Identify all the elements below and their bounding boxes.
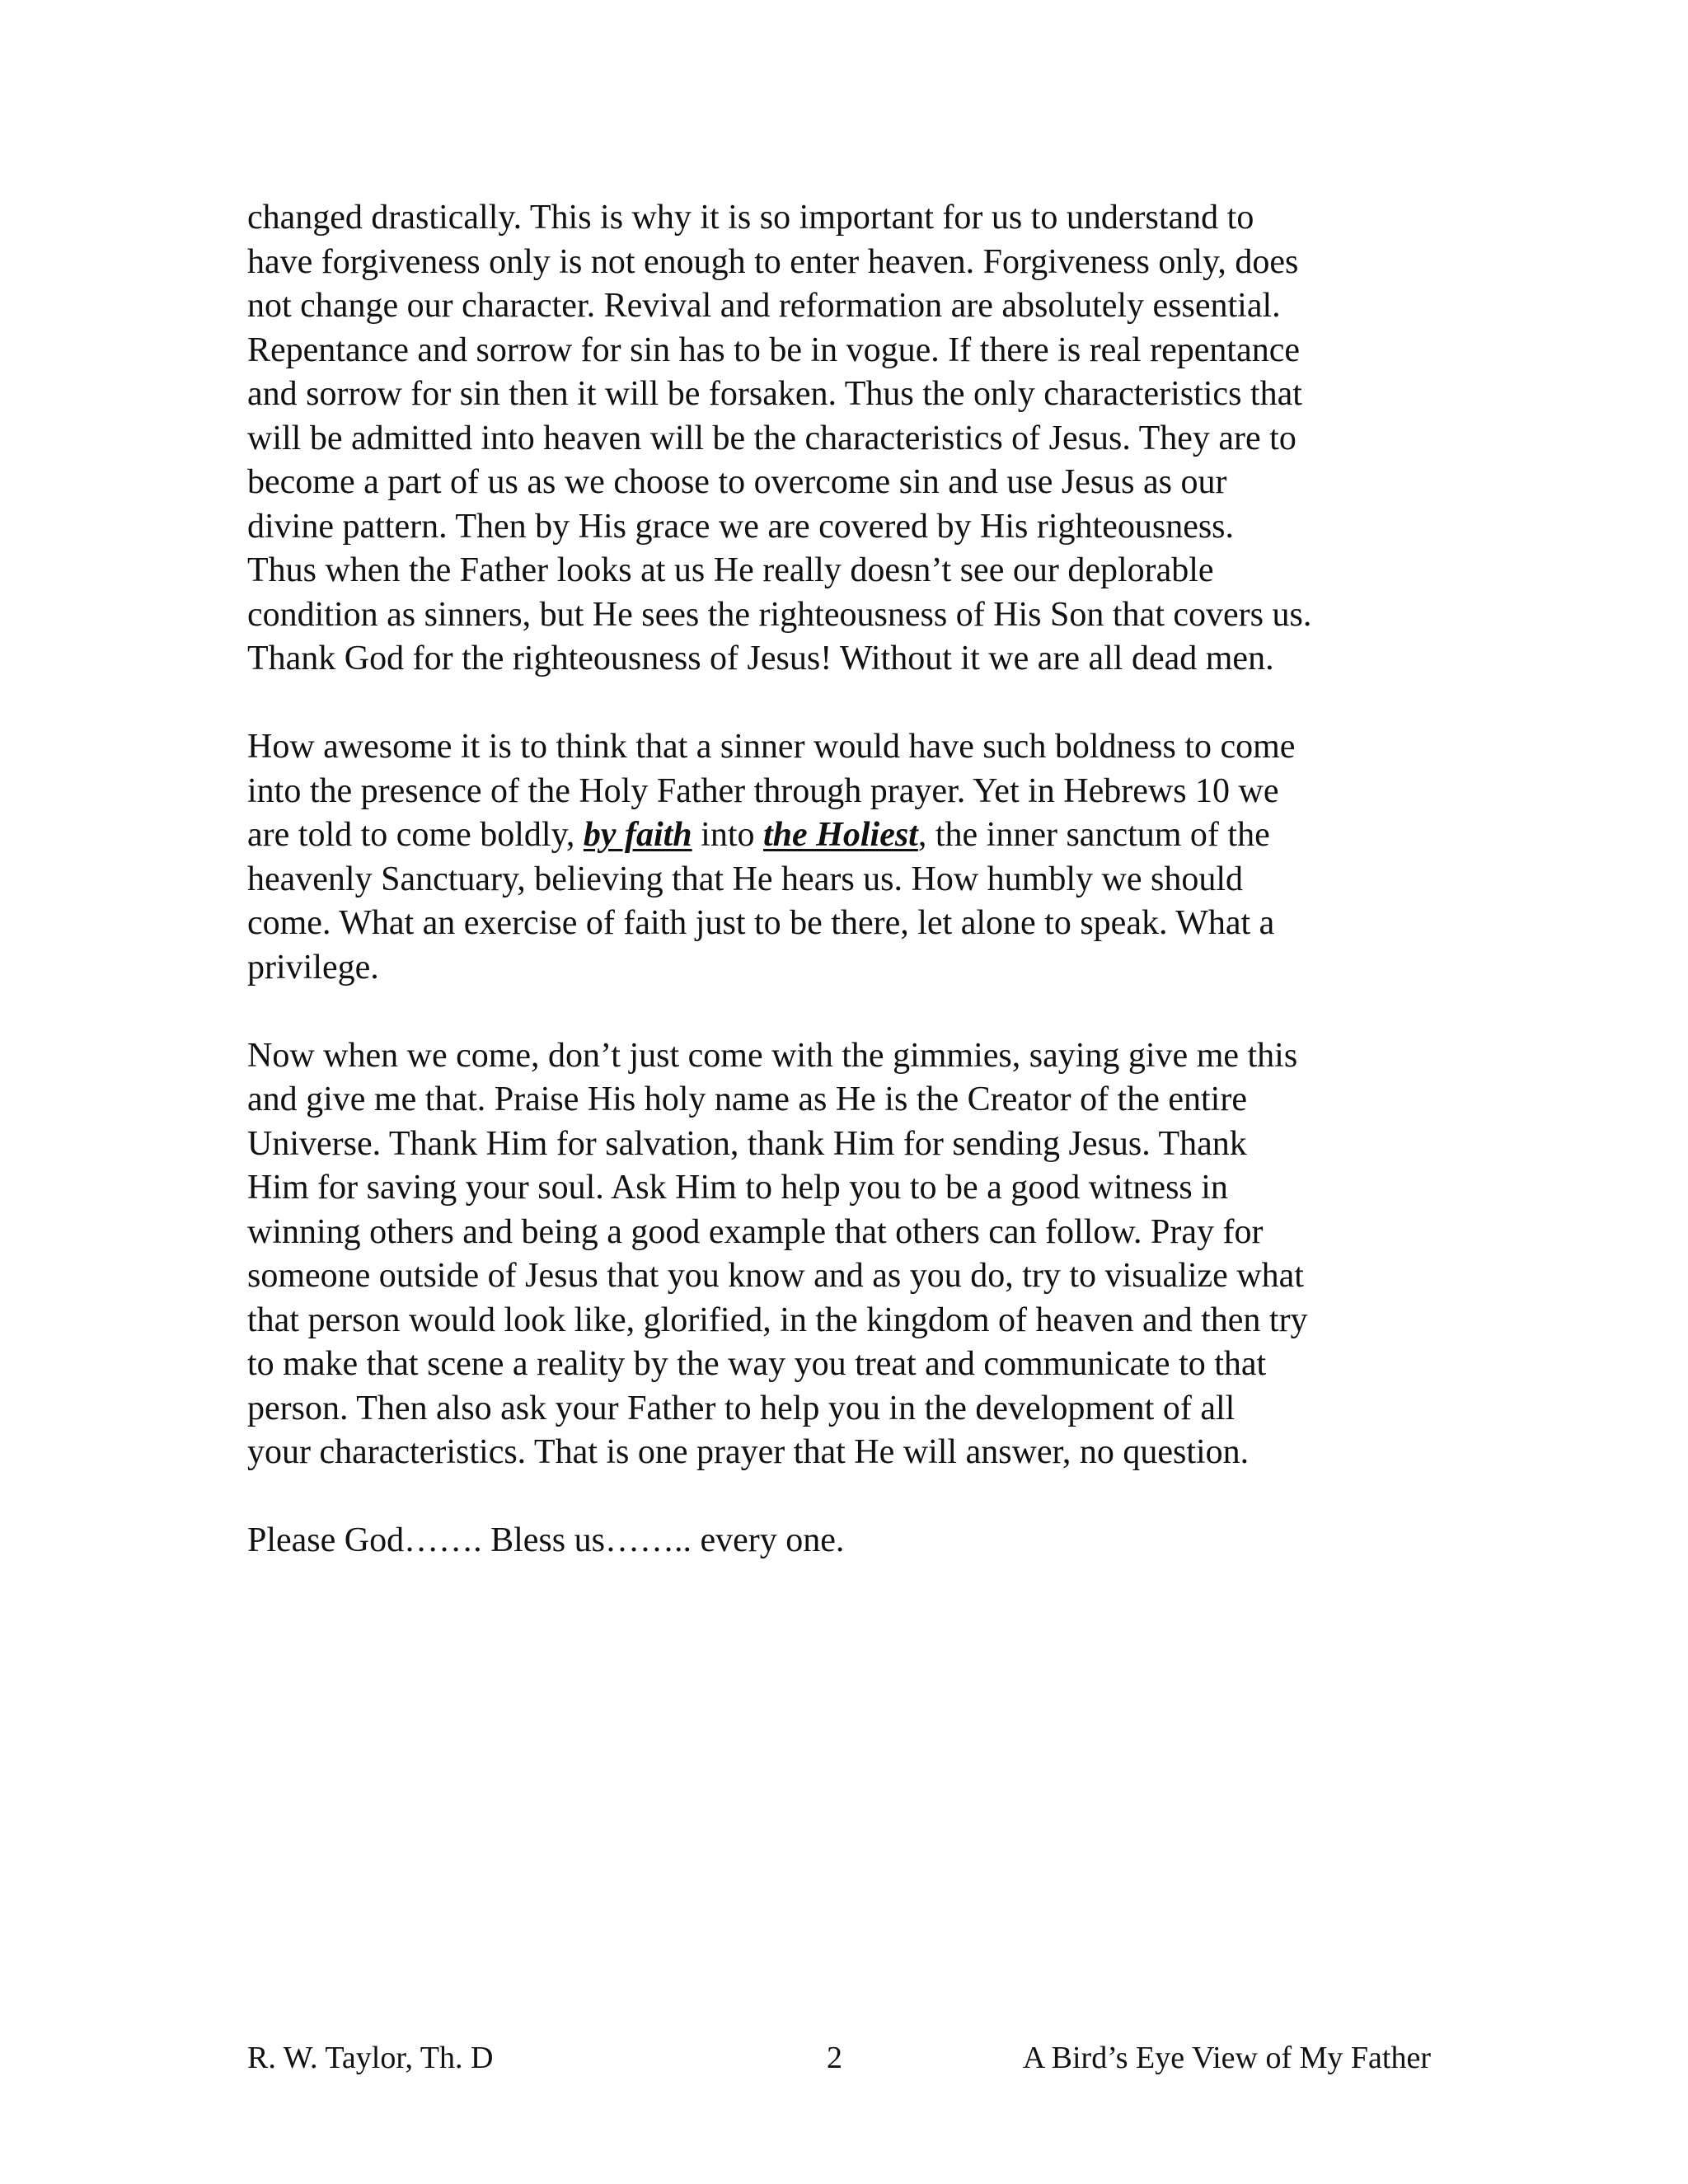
paragraph-line: winning others and being a good example that others can follow. Pray for bbox=[247, 1212, 1264, 1251]
paragraph-line: will be admitted into heaven will be the characteristics of Jesus. They are to bbox=[247, 419, 1296, 457]
footer-page-number: 2 bbox=[827, 2041, 842, 2075]
paragraph-line: come. What an exercise of faith just to be there, let alone to speak. What a bbox=[247, 904, 1275, 942]
page-footer bbox=[247, 2037, 1431, 2079]
footer-author: R. W. Taylor, Th. D bbox=[247, 2041, 494, 2075]
paragraph-3 bbox=[247, 1034, 1442, 1475]
page-body bbox=[247, 196, 1442, 1563]
paragraph-line: privilege. bbox=[247, 948, 379, 987]
paragraph-line-emphasis bbox=[247, 813, 1442, 858]
paragraph-spacer bbox=[247, 1475, 1442, 1520]
closing-line: Please God……. Bless us…….. every one. bbox=[247, 1521, 845, 1559]
paragraph-line: that person would look like, glorified, in the kingdom of heaven and then try bbox=[247, 1301, 1308, 1339]
paragraph-line: How awesome it is to think that a sinner would have such boldness to come bbox=[247, 728, 1296, 766]
paragraph-line: and give me that. Praise His holy name as He is the Creator of the entire bbox=[247, 1080, 1247, 1118]
text-segment: are told to come boldly, bbox=[247, 816, 584, 854]
paragraph-line: Now when we come, don’t just come with the gimmies, saying give me this bbox=[247, 1036, 1298, 1075]
paragraph-line: Him for saving your soul. Ask Him to help you to be a good witness in bbox=[247, 1169, 1228, 1207]
paragraph-line: your characteristics. That is one prayer that He will answer, no question. bbox=[247, 1433, 1250, 1471]
text-segment: , the inner sanctum of the bbox=[917, 816, 1270, 854]
paragraph-spacer bbox=[247, 682, 1442, 726]
paragraph-line: not change our character. Revival and reformation are absolutely essential. bbox=[247, 287, 1281, 325]
paragraph-line: Thank God for the righteousness of Jesus! Without it we are all dead men. bbox=[247, 640, 1274, 677]
paragraph-line: Universe. Thank Him for salvation, thank Him for sending Jesus. Thank bbox=[247, 1124, 1247, 1163]
paragraph-line: changed drastically. This is why it is so important for us to understand to bbox=[247, 199, 1254, 237]
emphasis-by-faith: by faith bbox=[583, 816, 692, 854]
paragraph-1 bbox=[247, 196, 1442, 682]
footer-book-title: A Bird’s Eye View of My Father bbox=[1022, 2041, 1431, 2075]
paragraph-line: and sorrow for sin then it will be forsaken. Thus the only characteristics that bbox=[247, 375, 1302, 413]
paragraph-line: become a part of us as we choose to overcome sin and use Jesus as our bbox=[247, 463, 1227, 501]
paragraph-line: heavenly Sanctuary, believing that He hears us. How humbly we should bbox=[247, 860, 1243, 898]
paragraph-spacer bbox=[247, 990, 1442, 1034]
paragraph-line: person. Then also ask your Father to help you in the development of all bbox=[247, 1389, 1236, 1427]
text-segment: into bbox=[692, 816, 764, 854]
paragraph-line: Thus when the Father looks at us He really doesn’t see our deplorable bbox=[247, 551, 1214, 589]
paragraph-line: into the presence of the Holy Father through prayer. Yet in Hebrews 10 we bbox=[247, 771, 1279, 810]
paragraph-2 bbox=[247, 725, 1442, 990]
emphasis-the-holiest: the Holiest bbox=[763, 816, 918, 854]
paragraph-line: have forgiveness only is not enough to enter heaven. Forgiveness only, does bbox=[247, 242, 1299, 281]
paragraph-line: divine pattern. Then by His grace we are covered by His righteousness. bbox=[247, 507, 1235, 546]
paragraph-line: Repentance and sorrow for sin has to be in vogue. If there is real repentance bbox=[247, 330, 1301, 369]
paragraph-line: condition as sinners, but He sees the righteousness of His Son that covers us. bbox=[247, 595, 1312, 634]
paragraph-line: someone outside of Jesus that you know and as you do, try to visualize what bbox=[247, 1257, 1304, 1295]
paragraph-line: to make that scene a reality by the way you treat and communicate to that bbox=[247, 1345, 1267, 1383]
